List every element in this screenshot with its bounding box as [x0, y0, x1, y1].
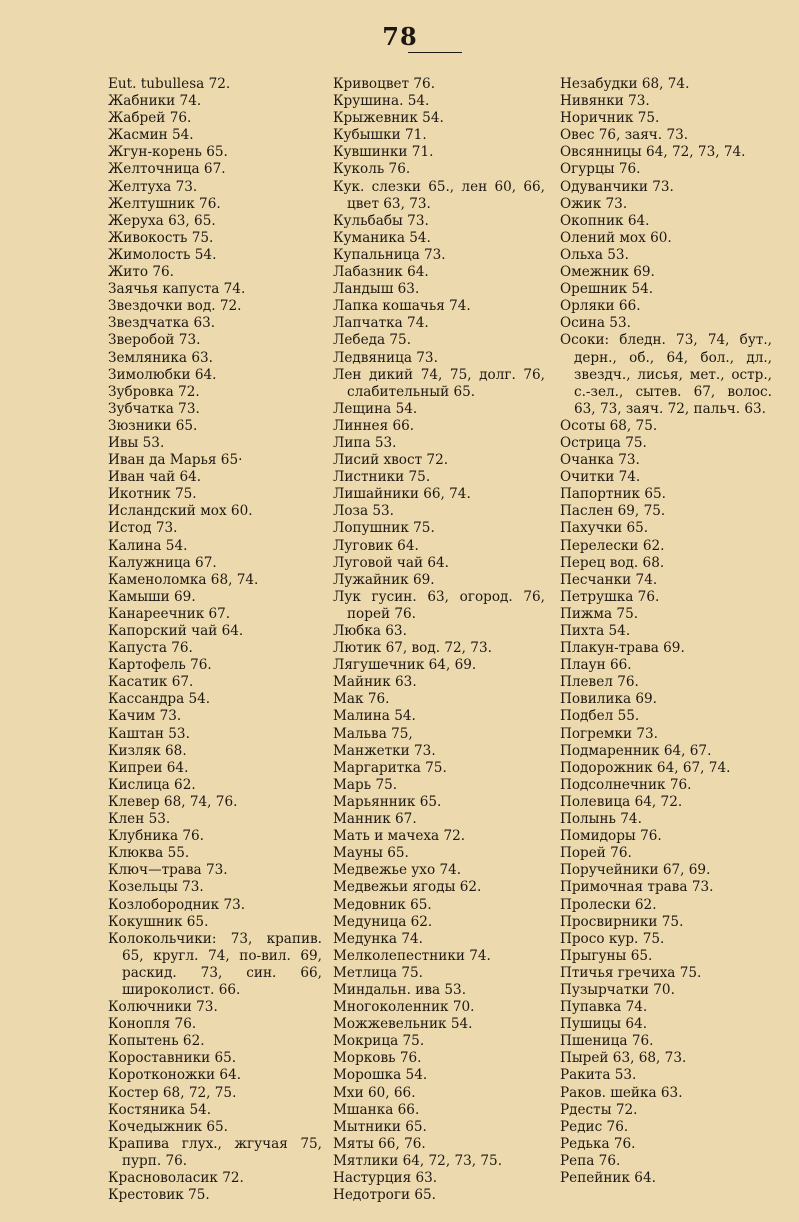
index-entry: Кочедыжник 65.: [108, 1118, 228, 1135]
index-entry: Исландский мох 60.: [108, 503, 253, 520]
index-entry: Пушицы 64.: [560, 1016, 648, 1033]
index-entry: Мелколепестники 74.: [333, 947, 491, 964]
index-entry: Прыгуны 65.: [560, 947, 653, 964]
index-entry: Лужайник 69.: [333, 571, 435, 588]
index-entry: Просо кур. 75.: [560, 930, 665, 947]
index-entry: Картофель 76.: [108, 657, 212, 674]
index-entry: Медунка 74.: [333, 930, 423, 947]
index-entry: Иван чай 64.: [108, 469, 202, 486]
index-entry: Мокрица 75.: [333, 1033, 425, 1050]
index-entry: Овес 76, заяч. 73.: [560, 127, 689, 144]
index-entry: Ледвяница 73.: [333, 349, 438, 366]
index-entry: Рдесты 72.: [560, 1101, 638, 1118]
index-entry: Иван да Марья 65·: [108, 452, 243, 469]
index-entry: Короставники 65.: [108, 1050, 237, 1067]
index-entry: Недотроги 65.: [333, 1187, 436, 1204]
index-entry: Жабрей 76.: [108, 110, 192, 127]
index-entry: Редис 76.: [560, 1118, 629, 1135]
index-entry: Икотник 75.: [108, 486, 197, 503]
index-entry: Порей 76.: [560, 845, 632, 862]
index-entry: Липа 53.: [333, 434, 397, 451]
index-entry: Подсолнечник 76.: [560, 776, 692, 793]
index-entry: Мшанка 66.: [333, 1101, 420, 1118]
index-entry: Пшеница 76.: [560, 1033, 654, 1050]
index-entry: Капорский чай 64.: [108, 623, 244, 639]
index-entry: Копытень 62.: [108, 1033, 205, 1050]
index-entry: Куманика 54.: [333, 229, 431, 246]
index-entry: Крушина. 54.: [333, 93, 430, 110]
index-entry: Медвежьи ягоды 62.: [333, 879, 482, 896]
index-entry: Манжетки 73.: [333, 742, 436, 759]
index-entry: Жимолость 54.: [108, 246, 217, 263]
index-entry: Редька 76.: [560, 1135, 636, 1152]
index-entry: Костяника 54.: [108, 1101, 212, 1118]
index-entry: Желточница 67.: [108, 161, 226, 178]
index-entry: Незабудки 68, 74.: [560, 76, 690, 92]
index-entry: Помидоры 76.: [560, 828, 662, 845]
index-column-3: [560, 76, 772, 1187]
index-entry: Миндальн. ива 53.: [333, 981, 467, 998]
index-entry: Зубчатка 73.: [108, 400, 200, 417]
index-entry: Лещина 54.: [333, 400, 418, 417]
index-entry: Канареечник 67.: [108, 605, 231, 622]
index-entry: Мхи 60, 66.: [333, 1084, 416, 1101]
index-entry: Луговой чай 64.: [333, 554, 449, 571]
index-entry: Петрушка 76.: [560, 588, 660, 605]
index-entry: Лягушечник 64, 69.: [333, 657, 477, 674]
index-entry: Пижма 75.: [560, 605, 639, 622]
index-entry: Мяты 66, 76.: [333, 1135, 426, 1152]
index-entry: Красноволасик 72.: [108, 1170, 244, 1186]
index-entry: Живокость 75.: [108, 229, 214, 246]
index-entry: Лишайники 66, 74.: [333, 486, 471, 503]
index-entry: Eut. tubullesa 72.: [108, 76, 231, 92]
page-number: 78: [382, 22, 418, 51]
index-entry: Морошка 54.: [333, 1067, 428, 1084]
index-entry: Марь 75.: [333, 776, 398, 793]
index-entry: Клубника 76.: [108, 828, 204, 845]
index-entry: Листники 75.: [333, 469, 431, 486]
index-entry: Паслен 69, 75.: [560, 503, 666, 520]
index-entry: Полевица 64, 72.: [560, 793, 683, 810]
index-entry: Просвирники 75.: [560, 913, 684, 930]
index-entry: Жито 76.: [108, 264, 174, 281]
index-entry: Кипреи 64.: [108, 759, 189, 776]
index-entry: Манник 67.: [333, 811, 417, 828]
index-entry: Козлобородник 73.: [108, 896, 246, 913]
index-entry: Примочная трава 73.: [560, 879, 714, 896]
index-entry: Крыжевник 54.: [333, 110, 444, 127]
index-entry: Репейник 64.: [560, 1170, 656, 1186]
index-entry: Кульбабы 73.: [333, 212, 429, 229]
index-entry: Зубровка 72.: [108, 383, 200, 400]
index-entry: Настурция 63.: [333, 1170, 438, 1186]
index-entry: Любка 63.: [333, 623, 407, 639]
index-entry: Подбел 55.: [560, 708, 640, 725]
index-entry: Лебеда 75.: [333, 332, 412, 349]
index-entry: Крапива глух., жгучая 75, пурп. 76.: [108, 1135, 322, 1169]
index-entry: Норичник 75.: [560, 110, 660, 127]
index-entry: Каменоломка 68, 74.: [108, 571, 259, 588]
index-entry: Ожик 73.: [560, 195, 628, 212]
index-entry: Лук гусин. 63, огород. 76, порей 76.: [333, 588, 545, 622]
index-entry: Козельцы 73.: [108, 879, 204, 896]
index-entry: Пролески 62.: [560, 896, 657, 913]
index-entry: Марьянник 65.: [333, 793, 442, 810]
index-entry: Ключ—трава 73.: [108, 862, 228, 879]
index-entry: Колючники 73.: [108, 999, 218, 1016]
index-entry: Маргаритка 75.: [333, 759, 447, 776]
index-entry: Очанка 73.: [560, 452, 640, 469]
index-entry: Кассандра 54.: [108, 691, 211, 708]
index-entry: Калужница 67.: [108, 554, 217, 571]
index-entry: Нивянки 73.: [560, 93, 650, 110]
index-entry: Подорожник 64, 67, 74.: [560, 759, 731, 776]
index-entry: Кук. слезки 65., лен 60, 66, цвет 63, 73.: [333, 178, 545, 212]
index-entry: Раков. шейка 63.: [560, 1084, 683, 1101]
index-entry: Конопля 76.: [108, 1016, 197, 1033]
index-entry: Плаун 66.: [560, 657, 632, 674]
index-entry: Орляки 66.: [560, 298, 641, 315]
index-entry: Клюква 55.: [108, 845, 190, 862]
index-entry: Медуница 62.: [333, 913, 433, 930]
index-entry: Орешник 54.: [560, 281, 654, 298]
index-entry: Касатик 67.: [108, 674, 194, 691]
index-entry: Лоза 53.: [333, 503, 394, 520]
index-entry: Колокольчики: 73, крапив. 65, кругл. 74, по-вил. 69, раскид. 73, син. 66, широколист. 66.: [108, 930, 322, 998]
index-entry: Перец вод. 68.: [560, 554, 665, 571]
index-entry: Репа 76.: [560, 1152, 621, 1169]
index-entry: Мытники 65.: [333, 1118, 427, 1135]
index-entry: Качим 73.: [108, 708, 182, 725]
index-entry: Лютик 67, вод. 72, 73.: [333, 640, 492, 657]
index-entry: Плакун-трава 69.: [560, 640, 685, 657]
index-entry: Пахучки 65.: [560, 520, 649, 537]
index-entry: Кувшинки 71.: [333, 144, 434, 161]
index-entry: Желтуха 73.: [108, 178, 198, 195]
index-entry: Луговик 64.: [333, 537, 419, 554]
index-entry: Кислица 62.: [108, 776, 196, 793]
index-entry: Коротконожки 64.: [108, 1067, 242, 1084]
index-entry: Повилика 69.: [560, 691, 657, 708]
index-entry: Плевел 76.: [560, 674, 639, 691]
index-entry: Звездочки вод. 72.: [108, 298, 242, 315]
index-entry: Желтушник 76.: [108, 195, 221, 212]
index-entry: Жабники 74.: [108, 93, 202, 110]
index-entry: Окопник 64.: [560, 212, 650, 229]
index-entry: Мятлики 64, 72, 73, 75.: [333, 1152, 503, 1169]
index-entry: Лабазник 64.: [333, 264, 429, 281]
index-entry: Ивы 53.: [108, 434, 165, 451]
index-entry: Острица 75.: [560, 434, 647, 451]
index-entry: Медовник 65.: [333, 896, 432, 913]
index-entry: Овсянницы 64, 72, 73, 74.: [560, 144, 746, 161]
index-entry: Жеруха 63, 65.: [108, 212, 216, 229]
index-entry: Ракита 53.: [560, 1067, 637, 1084]
index-entry: Мак 76.: [333, 691, 390, 708]
index-entry: Клевер 68, 74, 76.: [108, 793, 238, 810]
index-entry: Песчанки 74.: [560, 571, 658, 588]
index-entry: Калина 54.: [108, 537, 188, 554]
index-entry: Полынь 74.: [560, 811, 642, 828]
index-entry: Малина 54.: [333, 708, 416, 725]
index-entry: Многоколенник 70.: [333, 999, 475, 1016]
index-entry: Медвежье ухо 74.: [333, 862, 462, 879]
index-entry: Зюзники 65.: [108, 417, 198, 434]
index-entry: Лисий хвост 72.: [333, 452, 449, 469]
index-column-1: [108, 76, 322, 1204]
index-entry: Лапка кошачья 74.: [333, 298, 471, 315]
index-entry: Заячья капуста 74.: [108, 281, 246, 298]
index-entry: Пихта 54.: [560, 623, 631, 639]
index-entry: Зимолюбки 64.: [108, 366, 217, 383]
index-entry: Майник 63.: [333, 674, 417, 691]
index-entry: Папортник 65.: [560, 486, 666, 503]
index-entry: Кубышки 71.: [333, 127, 427, 144]
index-entry: Пузырчатки 70.: [560, 981, 675, 998]
index-entry: Пупавка 74.: [560, 999, 648, 1016]
index-entry: Лен дикий 74, 75, долг. 76, слабительный 65.: [333, 366, 545, 400]
index-entry: Олений мох 60.: [560, 229, 672, 246]
index-entry: Очитки 74.: [560, 469, 641, 486]
index-entry: Огурцы 76.: [560, 161, 641, 178]
index-entry: Линнея 66.: [333, 417, 415, 434]
index-entry: Земляника 63.: [108, 349, 213, 366]
index-entry: Осина 53.: [560, 315, 631, 332]
index-entry: Мать и мачеха 72.: [333, 828, 466, 845]
index-entry: Лапчатка 74.: [333, 315, 429, 332]
index-entry: Кизляк 68.: [108, 742, 187, 759]
index-entry: Перелески 62.: [560, 537, 665, 554]
index-entry: Осоки: бледн. 73, 74, бут., дерн., об., 64, бол., дл., звездч., лисья, мет., остр., с.-зел., сытев. 67, волос. 63, 73, заяч. 72, пальч. 63.: [560, 332, 772, 417]
index-entry: Птичья гречиха 75.: [560, 964, 702, 981]
index-entry: Можжевельник 54.: [333, 1016, 473, 1033]
index-entry: Мальва 75,: [333, 725, 413, 742]
index-entry: Погремки 73.: [560, 725, 658, 742]
index-entry: Истод 73.: [108, 520, 178, 537]
index-entry: Кривоцвет 76.: [333, 76, 436, 92]
index-entry: Крестовик 75.: [108, 1187, 210, 1204]
index-entry: Метлица 75.: [333, 964, 423, 981]
index-entry: Одуванчики 73.: [560, 178, 674, 195]
index-entry: Зверобой 73.: [108, 332, 201, 349]
index-column-2: [333, 76, 545, 1204]
index-entry: Каштан 53.: [108, 725, 190, 742]
index-entry: Куколь 76.: [333, 161, 411, 178]
index-entry: Клен 53.: [108, 811, 171, 828]
index-entry: Поручейники 67, 69.: [560, 862, 711, 879]
index-entry: Капуста 76.: [108, 640, 193, 657]
header-rule: [408, 52, 462, 53]
index-entry: Ольха 53.: [560, 246, 629, 263]
index-entry: Костер 68, 72, 75.: [108, 1084, 237, 1101]
index-entry: Купальница 73.: [333, 246, 446, 263]
index-entry: Ландыш 63.: [333, 281, 420, 298]
index-entry: Жгун-корень 65.: [108, 144, 228, 161]
index-entry: Камыши 69.: [108, 588, 196, 605]
index-entry: Кокушник 65.: [108, 913, 209, 930]
index-entry: Подмаренник 64, 67.: [560, 742, 712, 759]
index-entry: Звездчатка 63.: [108, 315, 216, 332]
index-entry: Мауны 65.: [333, 845, 409, 862]
index-entry: Морковь 76.: [333, 1050, 422, 1067]
index-entry: Пырей 63, 68, 73.: [560, 1050, 687, 1067]
index-entry: Лопушник 75.: [333, 520, 435, 537]
index-entry: Жасмин 54.: [108, 127, 194, 144]
index-entry: Омежник 69.: [560, 264, 655, 281]
index-entry: Осоты 68, 75.: [560, 417, 658, 434]
